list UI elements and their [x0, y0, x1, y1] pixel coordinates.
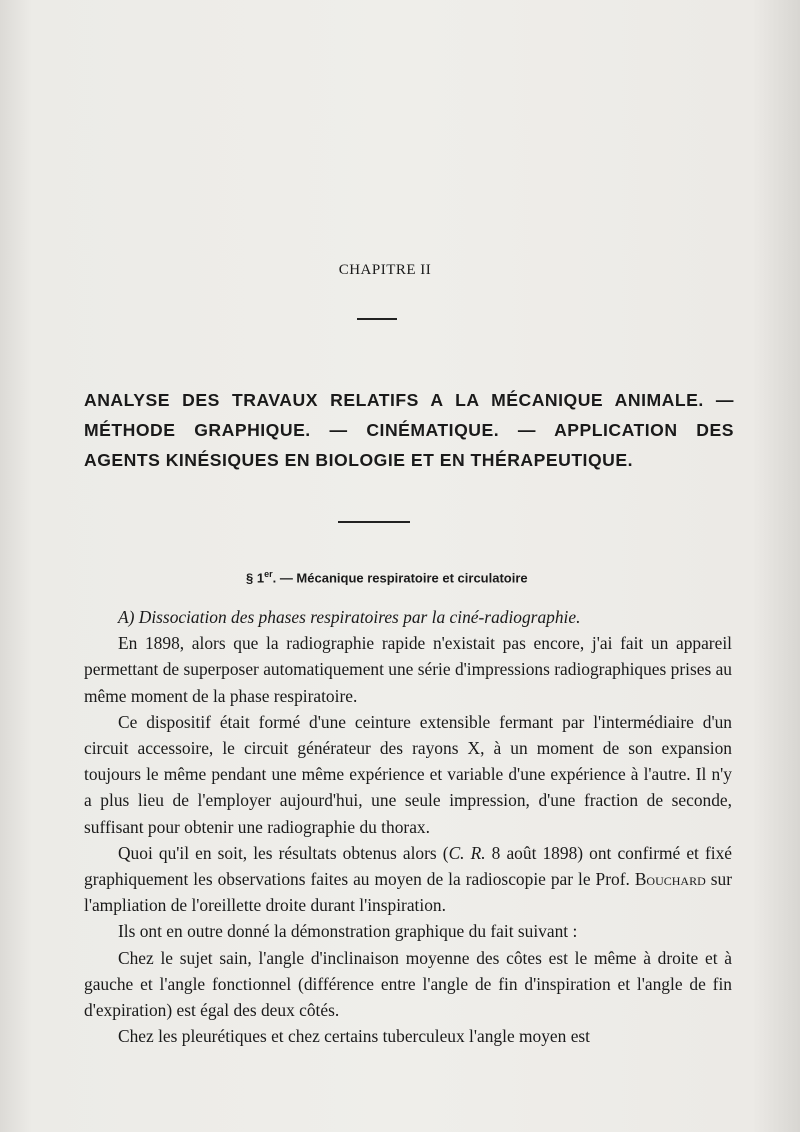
body-text: [84, 604, 732, 1049]
subheading: A) Dissociation des phases respiratoires par la ciné-radiographie.: [118, 607, 581, 627]
reference-cr: C. R.: [448, 842, 486, 863]
chapter-heading: CHAPITRE II: [338, 262, 432, 278]
chapter-title: ANALYSE DES TRAVAUX RELATIFS A LA MÉCANIQUE ANIMALE. — MÉTHODE GRAPHIQUE. — CINÉMATIQUE. — APPLICATION DES AGENTS KINÉSIQUES EN BIOLOGIE ET EN THÉRAPEUTIQUE.: [84, 390, 734, 470]
paragraph: Chez le sujet sain, l'angle d'inclinaison moyenne des côtes est le même à droite et à gauche et l'angle fonctionnel (différence entre l'angle de fin d'inspiration et l'angle de fin d'expiration) est égal des deux côtés.: [84, 947, 732, 1021]
section-mark: § 1: [246, 570, 265, 586]
text-span: 8 août 1898) ont confirmé et fixé graphiquement les observations faites au moyen de la radioscopie par le Prof.: [84, 842, 733, 890]
section-heading: [246, 569, 666, 585]
section-sup: er: [264, 569, 273, 579]
text-span: Quoi qu'il en soit, les résultats obtenus alors (: [118, 842, 449, 863]
paragraph: Ce dispositif était formé d'une ceinture extensible fermant par l'intermédiaire d'un circuit accessoire, le circuit générateur des rayons X, à un moment de son expansion toujours le même pendant une même expérience et variable d'une expérience à l'autre. Il n'y a plus lieu de l'employer aujourd'hui, une seule impression, d'une fraction de seconde, suffisant pour obtenir une radiographie du thorax.: [84, 711, 732, 837]
paragraph: Chez les pleurétiques et chez certains tuberculeux l'angle moyen est: [118, 1026, 591, 1047]
section-title: . — Mécanique respiratoire et circulatoire: [272, 570, 528, 586]
author-name: Bouchard: [634, 869, 706, 890]
paragraph-quoi: [84, 840, 732, 919]
paragraph: En 1898, alors que la radiographie rapide n'existait pas encore, j'ai fait un appareil permettant de superposer automatiquement une série d'impressions radiographiques prises au même moment de la phase respiratoire.: [84, 633, 732, 706]
text-span: sur l'ampliation de l'oreillette droite durant l'inspiration.: [84, 869, 732, 916]
chapter-divider: [357, 318, 397, 320]
paragraph: Ils ont en outre donné la démonstration graphique du fait suivant :: [118, 921, 578, 942]
title-divider: [338, 521, 410, 523]
